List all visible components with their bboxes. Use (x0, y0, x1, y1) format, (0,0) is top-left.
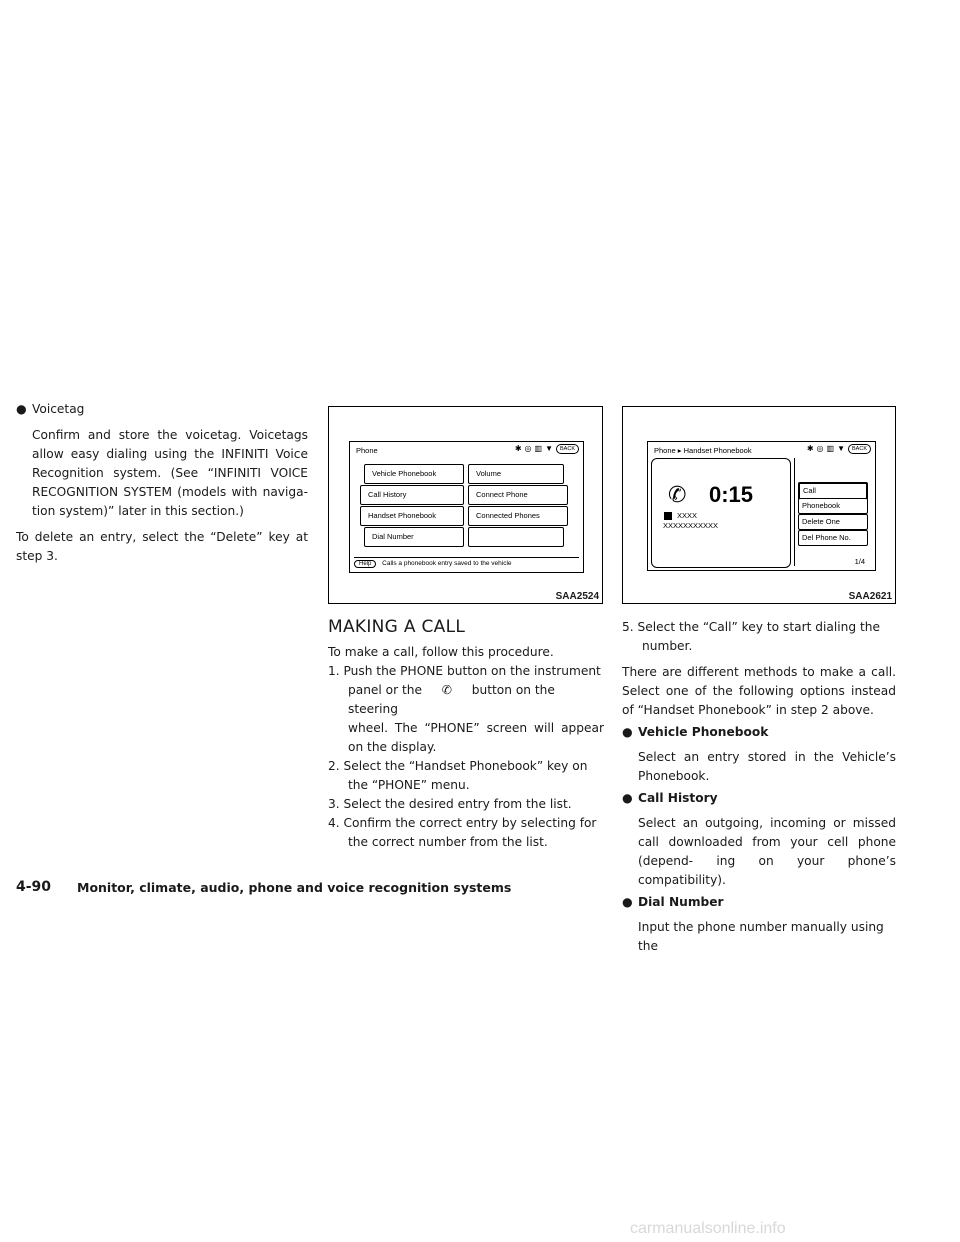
figure-code: SAA2621 (848, 591, 892, 602)
handset-screen (647, 441, 876, 571)
option-vehicle-phonebook (622, 723, 896, 786)
step1-line3: wheel. The “PHONE” screen will appear on the display. (348, 721, 604, 754)
menu-vehicle-phonebook[interactable]: Vehicle Phonebook (364, 464, 464, 484)
option-del-phone-no[interactable]: Del Phone No. (798, 530, 868, 546)
entry-name: XXXX (677, 511, 698, 520)
bullet-icon: ● (622, 895, 633, 909)
step1-text-a: panel or the (348, 683, 423, 697)
middle-column (328, 618, 604, 852)
right-column (622, 618, 896, 956)
battery-icon: ▥ (534, 444, 543, 453)
option1-title: Vehicle Phonebook (638, 725, 769, 739)
option-call[interactable]: Call (798, 482, 868, 500)
signal-icon: ▼ (837, 444, 846, 453)
entry-number: XXXXXXXXXXX (663, 521, 719, 530)
help-bar (354, 557, 579, 569)
back-button[interactable]: BACK (556, 444, 579, 454)
option-delete-one[interactable]: Delete One (798, 514, 868, 530)
screen-title: Phone ▸ Handset Phonebook (654, 446, 752, 455)
handset-icon: ✆ (668, 482, 687, 507)
voicetag-item (16, 400, 308, 521)
intro-text: To make a call, follow this procedure. (328, 645, 554, 659)
page-indicator: 1/4 (854, 557, 865, 566)
section-title: Monitor, climate, audio, phone and voice recognition systems (77, 880, 512, 895)
help-text: Calls a phonebook entry saved to the vehicle (382, 560, 512, 567)
step1-text-b: button on the steering (348, 683, 555, 716)
option2-title: Call History (638, 791, 718, 805)
bullet-icon: ● (622, 725, 633, 739)
menu-call-history[interactable]: Call History (360, 485, 464, 505)
bluetooth-icon: ✱ (806, 444, 814, 453)
option1-body: Select an entry stored in the Vehicle’s Phonebook. (638, 750, 896, 783)
contact-icon (664, 512, 672, 520)
menu-connect-phone[interactable]: Connect Phone (468, 485, 568, 505)
step-4: 4. Confirm the correct entry by selecting for the correct number from the list. (328, 816, 597, 849)
phone-status-icon: ◎ (816, 444, 824, 453)
option2-body: Select an outgoing, incoming or missed call downloaded from your cell phone (depend- ing on your phone’s compatibility). (638, 816, 896, 887)
voicetag-title: Voicetag (32, 402, 85, 416)
options-panel (794, 458, 871, 566)
watermark: carmanualsonline.info (630, 1220, 786, 1237)
step-2: 2. Select the “Handset Phonebook” key on the “PHONE” menu. (328, 759, 588, 792)
screen-title: Phone (356, 446, 378, 455)
battery-icon: ▥ (826, 444, 835, 453)
step-5: 5. Select the “Call” key to start dialing the number. (622, 620, 880, 653)
bullet-icon: ● (622, 791, 633, 805)
phone-status-icon: ◎ (524, 444, 532, 453)
left-column (16, 400, 308, 566)
call-timer: 0:15 (709, 482, 754, 507)
option3-title: Dial Number (638, 895, 724, 909)
step1-line2 (328, 681, 604, 719)
phone-button-icon: ✆ (441, 683, 453, 697)
figure-handset-phonebook (622, 406, 896, 604)
making-call-heading: MAKING A CALL (328, 617, 466, 637)
methods-text: There are different methods to make a call. Select one of the following options instead of “Handset Phonebook” in step 2 above. (622, 665, 896, 717)
step-3: 3. Select the desired entry from the list. (328, 797, 572, 811)
voicetag-body: Confirm and store the voicetag. Voicetags allow easy dialing using the INFINITI Voice Recognition system. (See “INFINITI VOICE RECOGNITION SYSTEM (models with naviga- tion system)” later in this section.) (32, 428, 308, 518)
signal-icon: ▼ (545, 444, 554, 453)
menu-handset-phonebook[interactable]: Handset Phonebook (360, 506, 464, 526)
delete-instruction: To delete an entry, select the “Delete” key at step 3. (16, 530, 308, 563)
step-1 (328, 662, 604, 757)
figure-code: SAA2524 (555, 591, 599, 602)
bullet-icon: ● (16, 402, 27, 416)
step1-line1: 1. Push the PHONE button on the instrument (328, 664, 601, 678)
option-dial-number (622, 893, 896, 956)
option-call-history (622, 789, 896, 890)
call-panel (651, 458, 791, 568)
back-button[interactable]: BACK (848, 444, 871, 454)
menu-empty (468, 527, 564, 547)
option3-body: Input the phone number manually using the (638, 920, 884, 953)
phone-screen (349, 441, 584, 573)
bluetooth-icon: ✱ (514, 444, 522, 453)
menu-dial-number[interactable]: Dial Number (364, 527, 464, 547)
menu-connected-phones[interactable]: Connected Phones (468, 506, 568, 526)
page-number: 4-90 (16, 879, 52, 895)
option-phonebook[interactable]: Phonebook (798, 498, 868, 514)
menu-volume[interactable]: Volume (468, 464, 564, 484)
status-icons (807, 444, 871, 454)
help-button[interactable]: Help (354, 560, 376, 568)
status-icons (515, 444, 579, 454)
figure-phone-menu (328, 406, 603, 604)
